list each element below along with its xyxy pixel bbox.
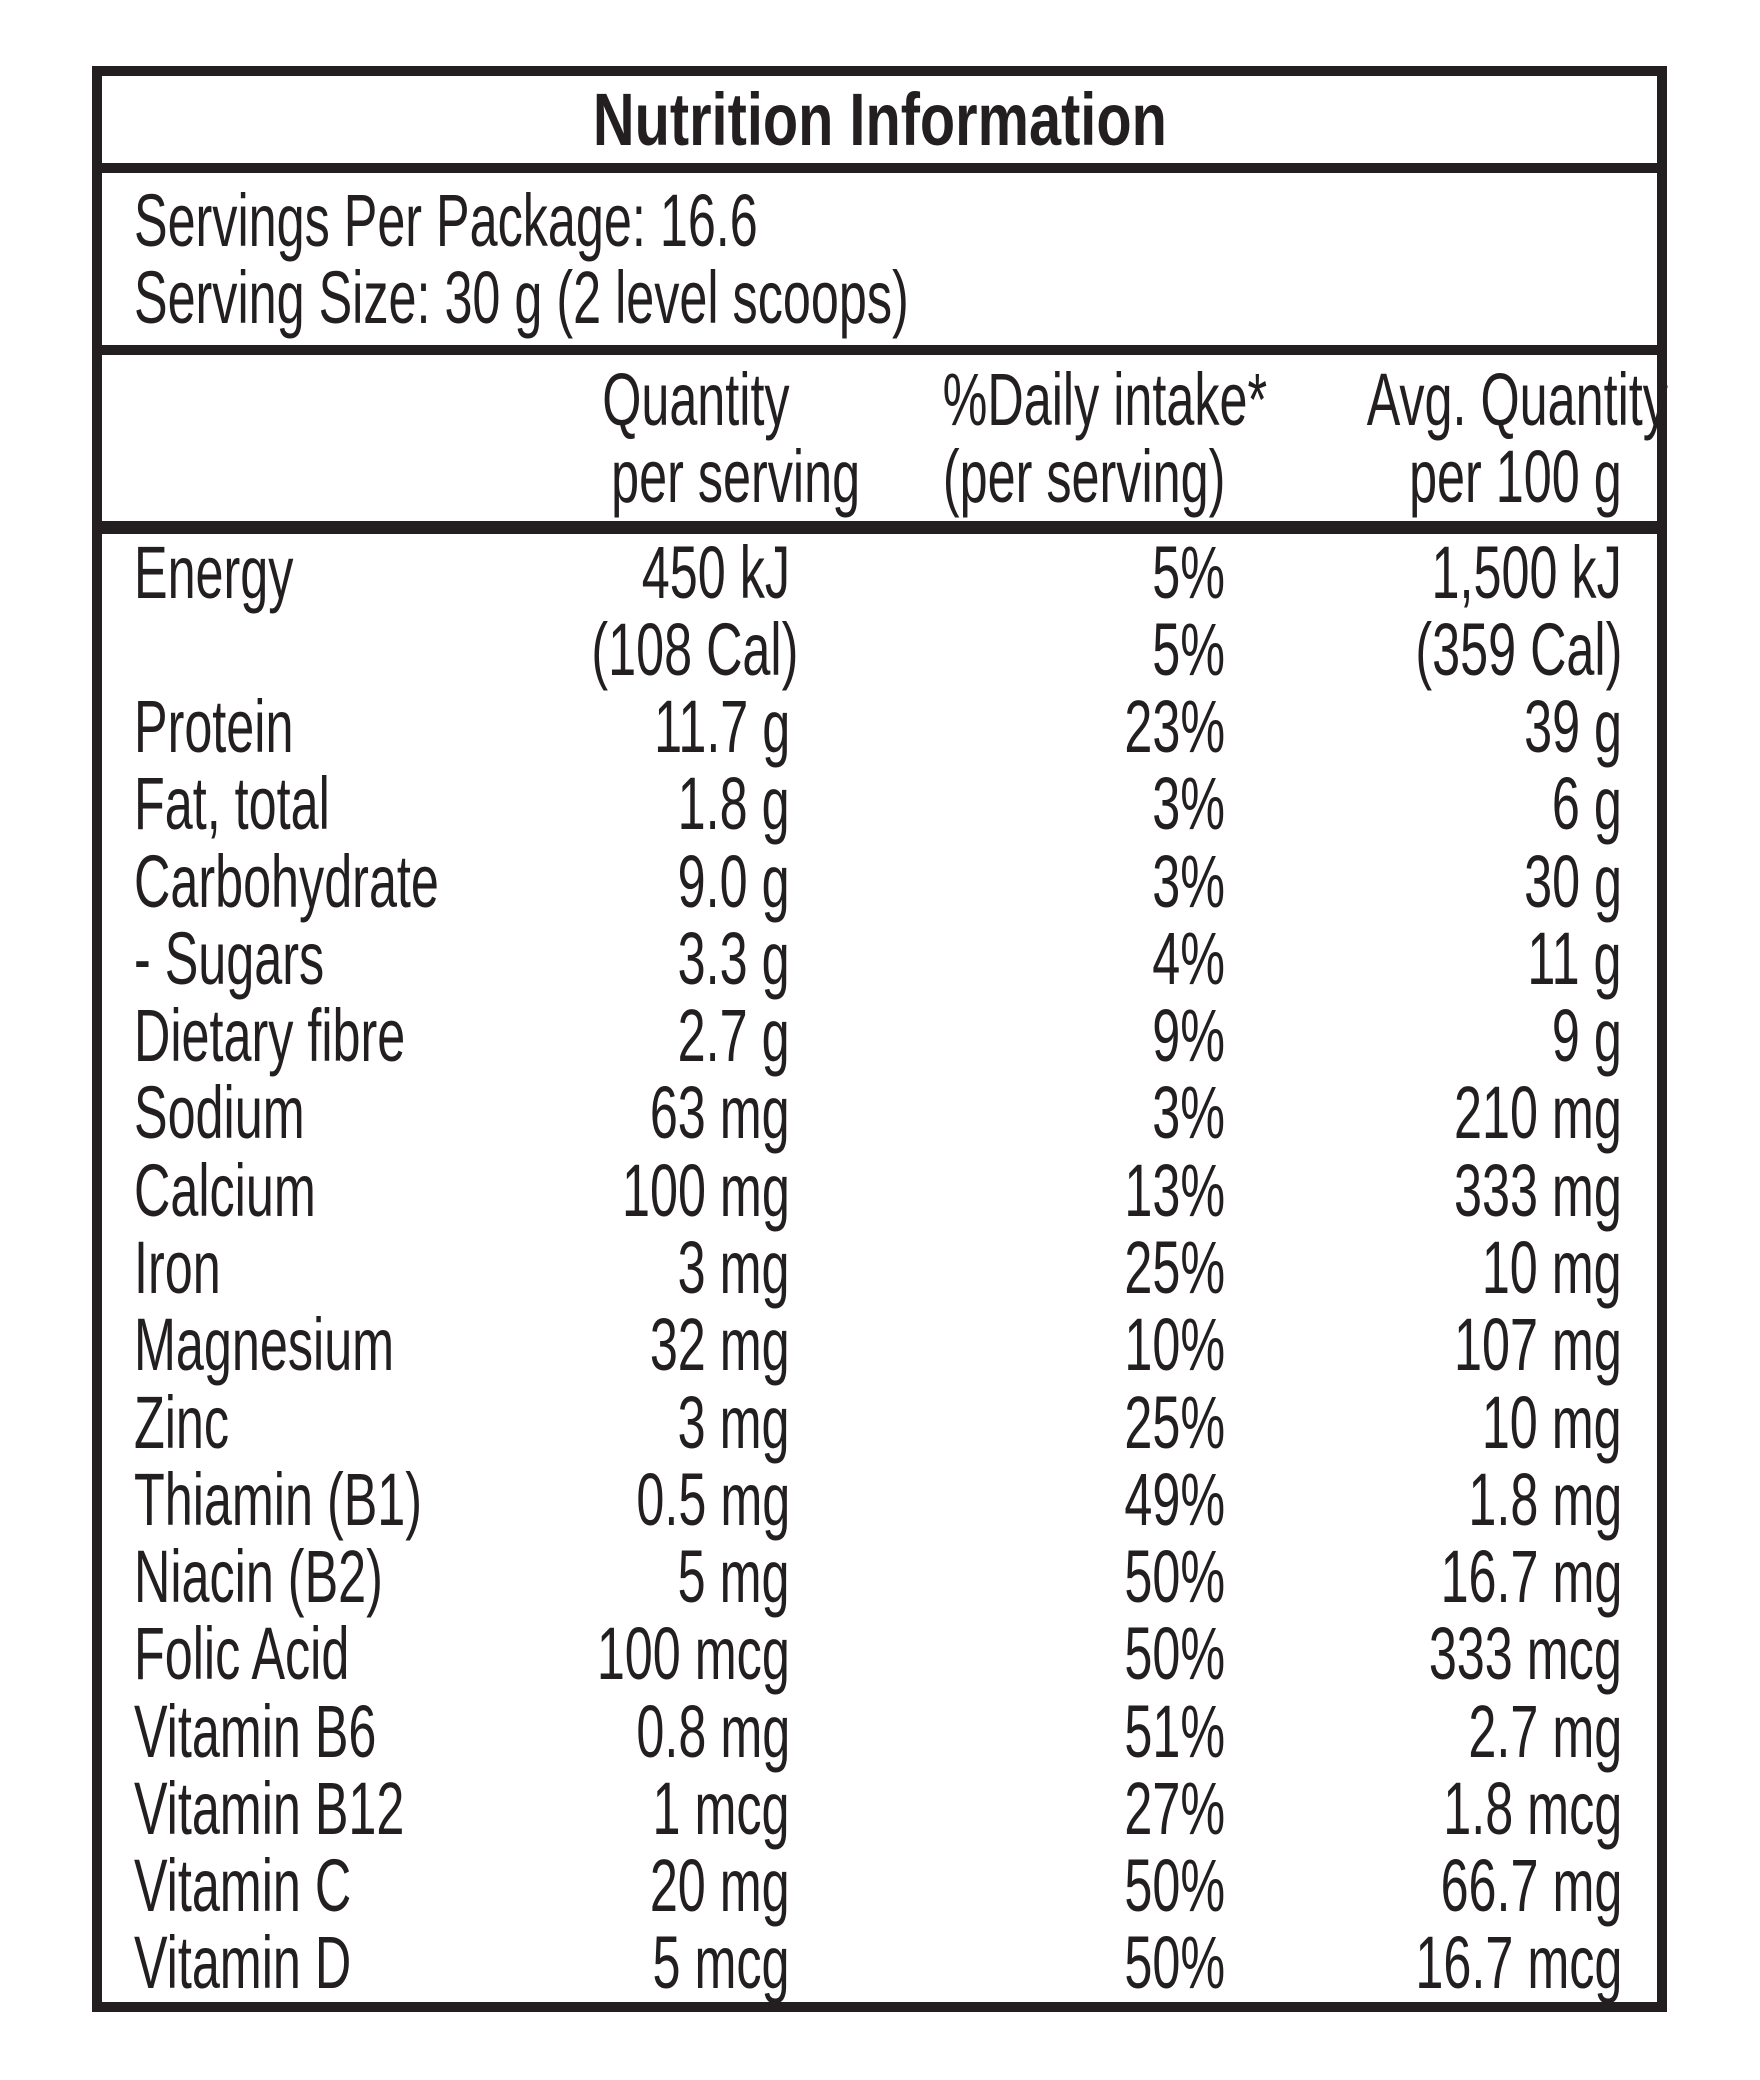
table-row (134, 1457, 1622, 1541)
daily-intake-cell: 25% (1124, 1380, 1225, 1464)
nutrient-name-cell: Fat, total (134, 762, 330, 846)
daily-intake-cell: 3% (1152, 1071, 1225, 1155)
daily-intake-cell: 51% (1124, 1689, 1225, 1773)
per-100g-cell: 9 g (1552, 994, 1622, 1078)
daily-intake-cell: 13% (1124, 1148, 1225, 1232)
daily-intake-cell: 27% (1124, 1766, 1225, 1850)
table-row (134, 1535, 1622, 1619)
title-band (102, 76, 1657, 173)
quantity-cell: 20 mg (650, 1844, 790, 1928)
column-header-band (102, 355, 1668, 534)
per-100g-cell: 10 mg (1482, 1225, 1622, 1309)
per-100g-cell: 107 mg (1454, 1303, 1622, 1387)
table-row (134, 1071, 1622, 1155)
nutrient-name-cell: Protein (134, 685, 294, 769)
nutrient-name-cell: Energy (134, 530, 294, 614)
nutrient-name-cell: Dietary fibre (134, 994, 406, 1078)
per-100g-cell: 210 mg (1454, 1071, 1622, 1155)
nutrient-name-cell: Vitamin B6 (134, 1689, 377, 1773)
nutrient-name-cell: - Sugars (134, 916, 325, 1000)
nutrient-name-cell: Iron (134, 1225, 221, 1309)
daily-intake-cell: 23% (1124, 685, 1225, 769)
column-header-avg-quantity-line2: per 100 g (1409, 435, 1622, 518)
column-header-avg-quantity-line1: Avg. Quantity (1366, 358, 1668, 441)
per-100g-cell: 11 g (1527, 916, 1622, 1000)
serving-size-line (134, 256, 1657, 339)
per-100g-cell: 1,500 kJ (1431, 530, 1622, 614)
quantity-cell: 0.5 mg (636, 1457, 790, 1541)
daily-intake-cell: 3% (1152, 839, 1225, 923)
quantity-cell: 100 mg (622, 1148, 790, 1232)
table-row (134, 1689, 1622, 1773)
column-header-daily-intake-line2: (per serving) (942, 435, 1225, 518)
quantity-cell: (108 Cal) (591, 607, 799, 691)
quantity-cell: 0.8 mg (636, 1689, 790, 1773)
quantity-cell: 100 mcg (596, 1612, 790, 1696)
servings-per-package-line (134, 179, 1657, 262)
nutrient-name-cell: Carbohydrate (134, 839, 439, 923)
table-row (134, 1380, 1622, 1464)
nutrient-name-cell (134, 613, 494, 687)
column-header-avg-quantity (1225, 358, 1668, 518)
table-row (134, 916, 1622, 1000)
quantity-cell: 5 mg (678, 1535, 790, 1619)
table-row (134, 685, 1622, 769)
table-row (134, 530, 1622, 614)
table-row (134, 1303, 1622, 1387)
daily-intake-cell: 49% (1124, 1457, 1225, 1541)
table-row (134, 1844, 1622, 1928)
per-100g-cell: 333 mcg (1428, 1612, 1622, 1696)
quantity-cell: 9.0 g (678, 839, 790, 923)
nutrient-name-cell: Magnesium (134, 1303, 395, 1387)
daily-intake-cell: 50% (1124, 1844, 1225, 1928)
panel-title: Nutrition Information (592, 77, 1167, 161)
table-row (134, 994, 1622, 1078)
quantity-cell: 450 kJ (641, 530, 790, 614)
per-100g-cell: 6 g (1552, 762, 1622, 846)
quantity-cell: 3 mg (678, 1380, 790, 1464)
per-100g-cell: 16.7 mcg (1415, 1921, 1622, 2005)
daily-intake-cell: 50% (1124, 1535, 1225, 1619)
servings-per-package: Servings Per Package: 16.6 (134, 179, 758, 262)
nutrient-name-cell: Vitamin B12 (134, 1766, 405, 1850)
per-100g-cell: 10 mg (1482, 1380, 1622, 1464)
column-header-quantity-line1: Quantity (602, 358, 790, 441)
quantity-cell: 32 mg (650, 1303, 790, 1387)
daily-intake-cell: 5% (1152, 530, 1225, 614)
nutrient-name-cell: Vitamin D (134, 1921, 352, 2005)
nutrient-name-cell: Folic Acid (134, 1612, 350, 1696)
table-row (134, 762, 1622, 846)
per-100g-cell: 66.7 mg (1440, 1844, 1622, 1928)
daily-intake-cell: 50% (1124, 1612, 1225, 1696)
table-row (134, 1148, 1622, 1232)
quantity-cell: 1 mcg (652, 1766, 790, 1850)
nutrient-name-cell: Zinc (134, 1380, 230, 1464)
daily-intake-cell: 4% (1152, 916, 1225, 1000)
table-row (134, 1612, 1622, 1696)
table-row (134, 1921, 1622, 2005)
daily-intake-cell: 50% (1124, 1921, 1225, 2005)
daily-intake-cell: 3% (1152, 762, 1225, 846)
daily-intake-cell: 5% (1152, 607, 1225, 691)
table-row (134, 1225, 1622, 1309)
nutrient-name-cell: Calcium (134, 1148, 316, 1232)
serving-info-band (102, 173, 1657, 355)
daily-intake-cell: 25% (1124, 1225, 1225, 1309)
quantity-cell: 5 mcg (652, 1921, 790, 2005)
nutrient-name-cell: Vitamin C (134, 1844, 352, 1928)
quantity-cell: 1.8 g (678, 762, 790, 846)
column-header-quantity-line2: per serving (611, 435, 861, 518)
per-100g-cell: 1.8 mg (1468, 1457, 1622, 1541)
nutrient-name-cell: Thiamin (B1) (134, 1457, 423, 1541)
quantity-cell: 63 mg (650, 1071, 790, 1155)
per-100g-cell: 30 g (1524, 839, 1622, 923)
serving-size: Serving Size: 30 g (2 level scoops) (134, 256, 909, 339)
nutrient-name-cell: Sodium (134, 1071, 305, 1155)
table-row (134, 1766, 1622, 1850)
quantity-cell: 11.7 g (653, 685, 790, 769)
column-header-nutrient-blank (134, 361, 494, 515)
daily-intake-cell: 9% (1152, 994, 1225, 1078)
daily-intake-cell: 10% (1124, 1303, 1225, 1387)
per-100g-cell: 333 mg (1454, 1148, 1622, 1232)
column-header-quantity (494, 358, 861, 518)
per-100g-cell: 39 g (1524, 685, 1622, 769)
table-row (134, 607, 1622, 691)
column-header-daily-intake-line1: %Daily intake* (942, 358, 1268, 441)
nutrition-panel (92, 66, 1667, 2012)
per-100g-cell: 2.7 mg (1468, 1689, 1622, 1773)
quantity-cell: 3.3 g (678, 916, 790, 1000)
quantity-cell: 2.7 g (678, 994, 790, 1078)
per-100g-cell: (359 Cal) (1415, 607, 1622, 691)
nutrient-name-cell: Niacin (B2) (134, 1535, 383, 1619)
per-100g-cell: 16.7 mg (1440, 1535, 1622, 1619)
nutrient-table-body (102, 530, 1657, 2005)
quantity-cell: 3 mg (678, 1225, 790, 1309)
table-row (134, 839, 1622, 923)
per-100g-cell: 1.8 mcg (1443, 1766, 1622, 1850)
